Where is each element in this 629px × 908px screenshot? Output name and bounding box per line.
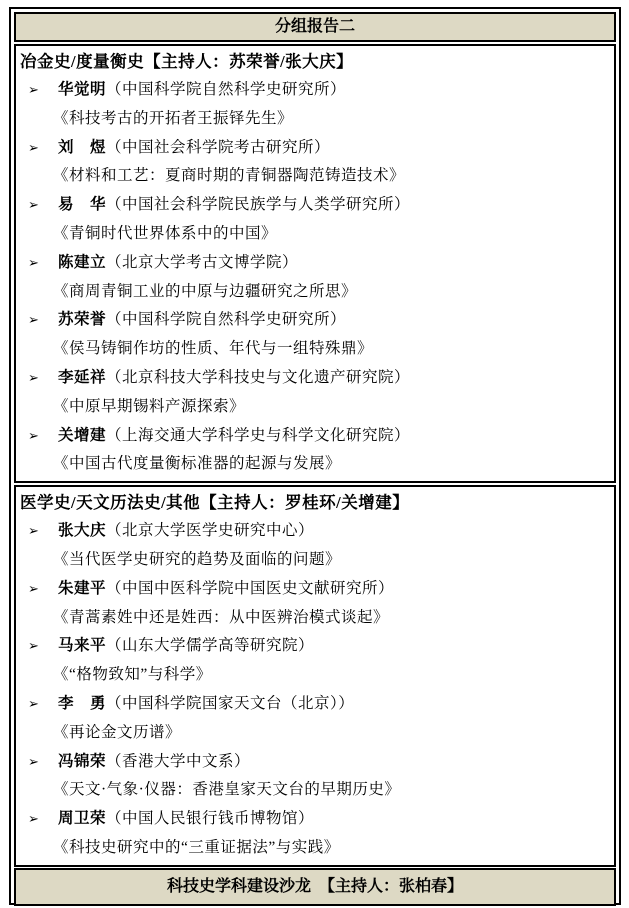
speaker-name: 李 勇 xyxy=(58,694,107,712)
talk-title-row: 《“格物致知”与科学》 xyxy=(53,666,212,684)
speaker-row xyxy=(20,134,610,163)
speaker-name: 朱建平 xyxy=(58,579,107,597)
talk-title-row: 《科技史研究中的“三重证据法”与实践》 xyxy=(53,838,340,856)
speaker-row xyxy=(20,306,610,335)
arrow-bullet-icon: ➢ xyxy=(28,312,39,328)
speaker-row xyxy=(20,575,610,604)
speaker-affiliation: （北京科技大学科技史与文化遗产研究院） xyxy=(106,368,411,386)
speaker-affiliation: （北京大学医学史研究中心） xyxy=(106,522,315,540)
talk-title-row: 《青铜时代世界体系中的中国》 xyxy=(53,224,278,242)
speaker-name: 关增建 xyxy=(58,426,107,444)
speaker-affiliation: （中国科学院国家天文台（北京）） xyxy=(106,694,355,712)
program-table xyxy=(9,7,621,905)
arrow-bullet-icon: ➢ xyxy=(28,753,39,769)
speaker-name: 刘 煜 xyxy=(58,138,107,156)
arrow-bullet-icon: ➢ xyxy=(28,695,39,711)
speaker-name: 冯锦荣 xyxy=(58,752,107,770)
talk-title-row: 《商周青铜工业的中原与边疆研究之所思》 xyxy=(53,282,358,300)
speaker-row xyxy=(20,748,610,777)
speaker-name: 周卫荣 xyxy=(58,810,107,828)
arrow-bullet-icon: ➢ xyxy=(28,254,39,270)
speaker-affiliation: （上海交通大学科学史与科学文化研究院） xyxy=(106,426,411,444)
footer-label: 科技史学科建设沙龙 【主持人：张柏春】 xyxy=(166,877,463,895)
section-header: 医学史/天文历法史/其他【主持人：罗桂环/关增建】 xyxy=(20,493,410,513)
speaker-row xyxy=(20,249,610,278)
arrow-bullet-icon: ➢ xyxy=(28,197,39,213)
section-header: 冶金史/度量衡史【主持人：苏荣誉/张大庆】 xyxy=(20,52,354,71)
speaker-name: 苏荣誉 xyxy=(58,311,107,329)
arrow-bullet-icon: ➢ xyxy=(28,580,39,596)
speaker-name: 马来平 xyxy=(58,637,107,655)
section-medicine-astronomy-other xyxy=(14,485,616,867)
speaker-affiliation: （山东大学儒学高等研究院） xyxy=(106,637,315,655)
speaker-row xyxy=(20,364,610,393)
speaker-affiliation: （香港大学中文系） xyxy=(106,752,251,770)
arrow-bullet-icon: ➢ xyxy=(28,638,39,654)
speaker-row xyxy=(20,805,610,834)
arrow-bullet-icon: ➢ xyxy=(28,811,39,827)
section-metallurgy-metrology xyxy=(14,44,616,483)
speaker-row xyxy=(20,517,610,546)
speaker-name: 陈建立 xyxy=(58,253,107,271)
speaker-row xyxy=(20,422,610,451)
speaker-row xyxy=(20,690,610,719)
speaker-affiliation: （中国社会科学院考古研究所） xyxy=(106,138,331,156)
speaker-affiliation: （北京大学考古文博学院） xyxy=(106,253,299,271)
salon-footer-band xyxy=(14,868,616,906)
talk-title-row: 《中国古代度量衡标准器的起源与发展》 xyxy=(53,455,342,473)
speaker-name: 易 华 xyxy=(58,196,107,214)
talk-title-row: 《天文·气象·仪器：香港皇家天文台的早期历史》 xyxy=(53,781,401,799)
speaker-name: 张大庆 xyxy=(58,522,107,540)
session-title-band xyxy=(14,12,616,42)
talk-title-row: 《材料和工艺：夏商时期的青铜器陶范铸造技术》 xyxy=(53,167,406,185)
talk-title-row: 《当代医学史研究的趋势及面临的问题》 xyxy=(53,550,342,568)
arrow-bullet-icon: ➢ xyxy=(28,82,39,97)
arrow-bullet-icon: ➢ xyxy=(28,139,39,155)
speaker-row xyxy=(20,632,610,661)
speaker-affiliation: （中国中医科学院中国医史文献研究所） xyxy=(106,579,395,597)
page-title: 分组报告二 xyxy=(274,18,355,35)
talk-title-row: 《科技考古的开拓者王振铎先生》 xyxy=(53,109,294,127)
speaker-name: 华觉明 xyxy=(58,81,107,98)
talk-title-row: 《青蒿素姓中还是姓西：从中医辨治模式谈起》 xyxy=(53,608,390,626)
talk-title-row: 《侯马铸铜作坊的性质、年代与一组特殊鼎》 xyxy=(53,340,374,358)
arrow-bullet-icon: ➢ xyxy=(28,369,39,385)
speaker-affiliation: （中国科学院自然科学史研究所） xyxy=(106,81,347,98)
talk-title-row: 《再论金文历谱》 xyxy=(53,723,182,741)
talk-title-row: 《中原早期锡料产源探索》 xyxy=(53,397,246,415)
speaker-affiliation: （中国科学院自然科学史研究所） xyxy=(106,311,347,329)
arrow-bullet-icon: ➢ xyxy=(28,523,39,539)
speaker-row xyxy=(20,76,610,105)
speaker-affiliation: （中国社会科学院民族学与人类学研究所） xyxy=(106,196,411,214)
speaker-name: 李延祥 xyxy=(58,368,107,386)
speaker-affiliation: （中国人民银行钱币博物馆） xyxy=(106,810,315,828)
arrow-bullet-icon: ➢ xyxy=(28,427,39,443)
speaker-row xyxy=(20,191,610,220)
